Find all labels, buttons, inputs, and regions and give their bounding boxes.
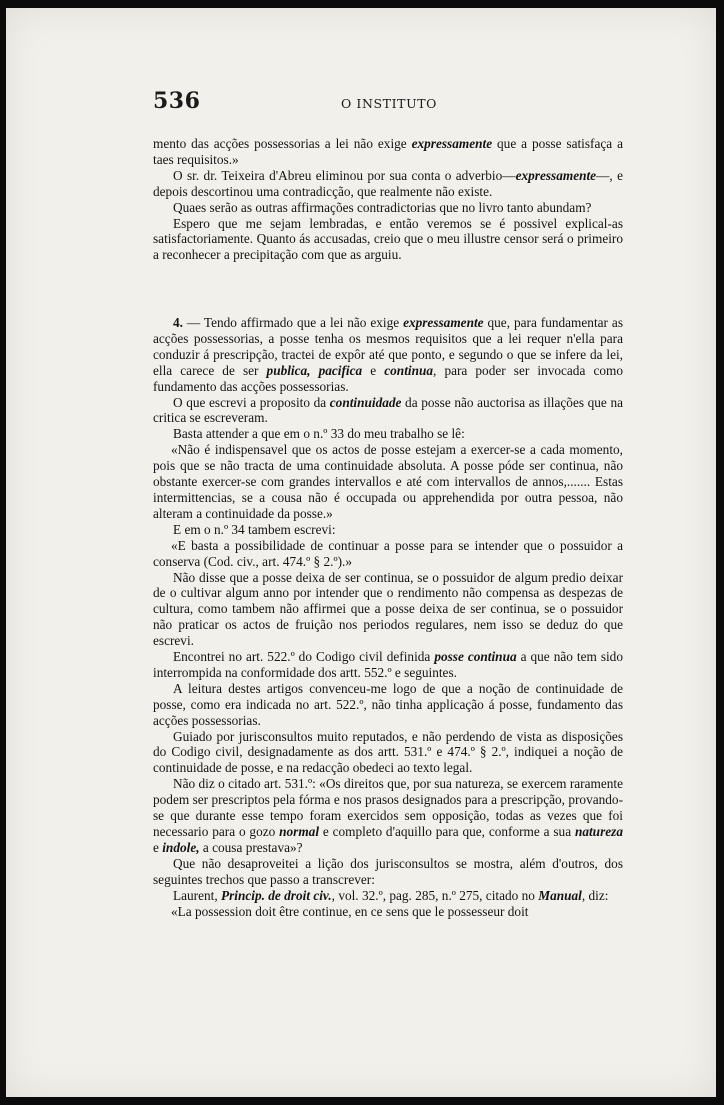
paragraph: Espero que me sejam lembradas, e então veremos se é possivel explical-as satisfactoriamente. Quanto ás accusadas, creio que o meu illustre censor será o primeiro a reconhecer a precipitação com que as arguiu. [153, 215, 623, 263]
paragraph: Não disse que a posse deixa de ser continua, se o possuidor de algum predio deixar de o cultivar algum anno por intender que o rendimento não compensa as despezas de cultura, como tambem não affirmei que a posse deixa de ser continua, se o possuidor não praticar os actos de fruição nos periodos regulares, nem isso se deduz do que escrevi. [153, 569, 623, 649]
page-number: 536 [153, 88, 201, 114]
text-block-section-4 [153, 315, 623, 919]
paragraph: Quaes serão as outras affirmações contradictorias que no livro tanto abundam? [173, 199, 592, 215]
paragraph: Encontrei no art. 522.º do Codigo civil definida posse continua a que não tem sido interrompida na conformidade dos artt. 552.º e seguintes. [153, 649, 623, 680]
page-header [6, 86, 716, 116]
paragraph: Não diz o citado art. 531.º: «Os direitos que, por sua natureza, se exercem raramente podem ser prescriptos pela fórma e nos prasos designados para a prescripção, provando-se que durante esse tempo foram exercidos sem opposição, todas as vezes que foi necessario para o gozo normal e completo d'aquillo para que, conforme a sua natureza e indole, a cousa prestava»? [153, 776, 623, 855]
quotation: «E basta a possibilidade de continuar a posse para se intender que o possuidor a conserva (Cod. civ., art. 474.º § 2.º).» [153, 537, 623, 569]
paragraph: Basta attender a que em o n.º 33 do meu trabalho se lê: [173, 426, 465, 442]
paragraph: O sr. dr. Teixeira d'Abreu eliminou por sua conta o adverbio—expressamente—, e depois descortinou uma contradicção, que realmente não existe. [153, 167, 623, 199]
paragraph: mento das acções possessorias a lei não exige expressamente que a posse satisfaça a taes requisitos.» [153, 136, 623, 167]
section-paragraph: 4. — Tendo affirmado que a lei não exige expressamente que, para fundamentar as acções possessorias, a posse tenha os mesmos requisitos que a lei requer n'ella para conduzir á prescripção, tractei de expôr até que ponto, e segundo o que se infere da lei, ella carece de ser publica, pacifica e continua, para poder ser invocada como fundamento das acções possessorias. [153, 315, 623, 394]
text-block-top [153, 136, 623, 263]
paragraph: Guiado por jurisconsultos muito reputados, e não perdendo de vista as disposições do Codigo civil, designadamente as dos artt. 531.º e 474.º § 2.º, indiquei a noção de continuidade de posse, e na redacção obedeci ao texto legal. [153, 728, 623, 776]
section-number: 4. [173, 315, 183, 330]
document-page [6, 8, 716, 1097]
citation-paragraph: Laurent, Princip. de droit civ., vol. 32.º, pag. 285, n.º 275, citado no Manual, diz: [173, 887, 609, 903]
paragraph: A leitura destes artigos convenceu-me logo de que a noção de continuidade de posse, como era indicada no art. 522.º, não tinha applicação á posse, fundamento das acções possessorias. [153, 680, 623, 728]
paragraph: O que escrevi a proposito da continuidade da posse não auctorisa as illações que na critica se escreveram. [153, 394, 623, 426]
paragraph: Que não desaproveitei a lição dos jurisconsultos se mostra, além d'outros, dos seguintes trechos que passo a transcrever: [153, 855, 623, 887]
running-title: O INSTITUTO [341, 96, 437, 111]
quotation: «Não é indispensavel que os actos de posse estejam a exercer-se a cada momento, pois que se não tracta de uma continuidade absoluta. A posse póde ser continua, não obstante exercer-se com grandes intervallos e até com intervallos de annos,....... Estas intermittencias, se a cousa não é occupada ou apprehendida por outra pessoa, não alteram a continuidade da posse.» [153, 442, 623, 521]
paragraph: E em o n.º 34 tambem escrevi: [173, 521, 336, 537]
quotation: «La possession doit être continue, en ce sens que le possesseur doit [171, 903, 529, 919]
